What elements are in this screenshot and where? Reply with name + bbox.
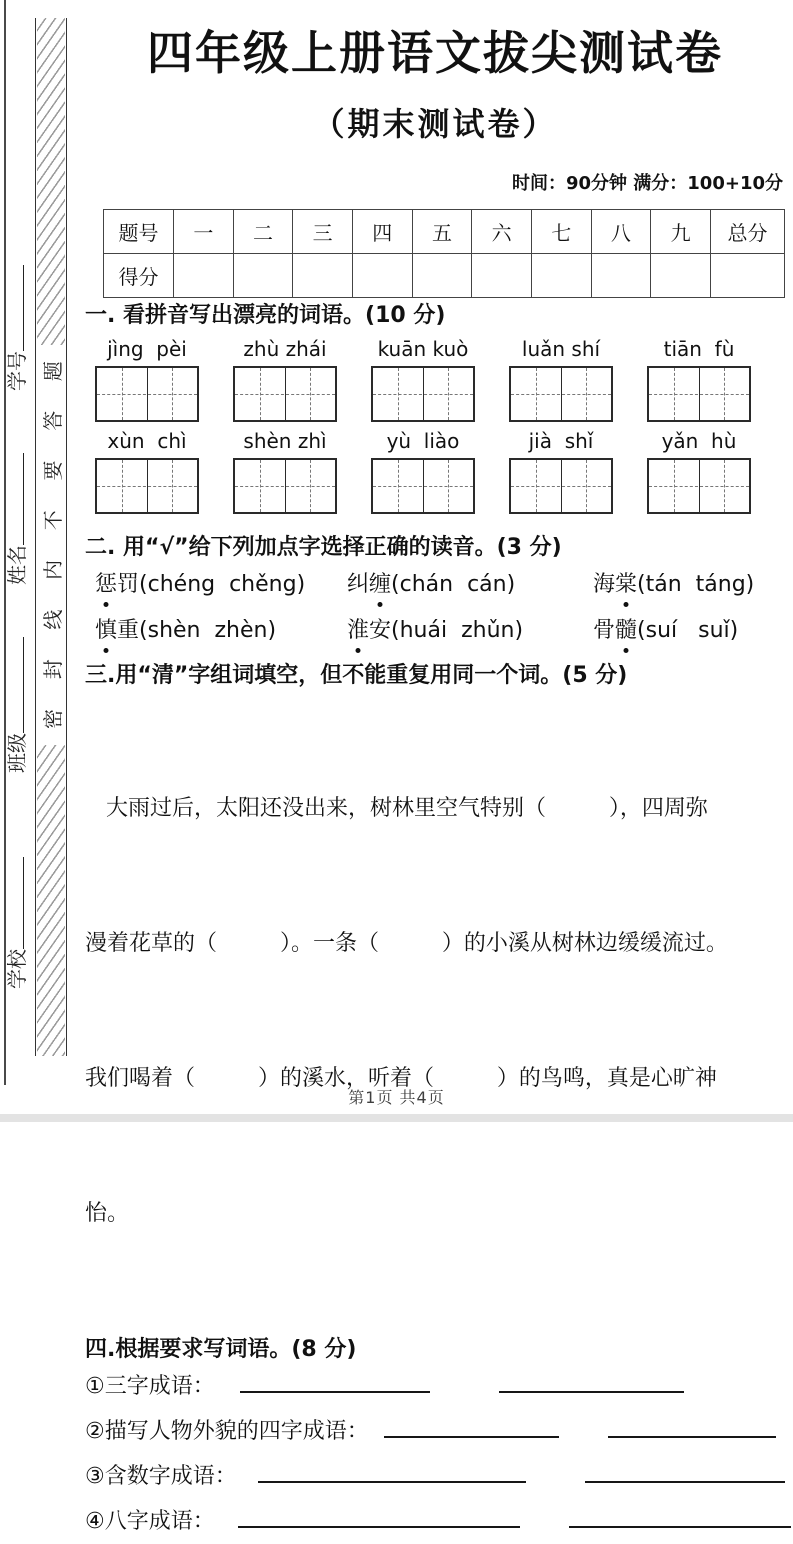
name-blank	[3, 453, 24, 545]
score-table-cell: 四	[352, 210, 412, 254]
pronunciation-item	[347, 616, 593, 646]
answer-blank	[240, 1371, 430, 1393]
pinyin-label: xùn chì	[107, 429, 187, 454]
score-empty-cell	[591, 254, 651, 298]
paper-title: 四年级上册语文拔尖测试卷	[147, 26, 723, 80]
seal-char: 不	[40, 510, 65, 531]
answer-blank	[499, 1371, 684, 1393]
pinyin-word	[371, 336, 475, 422]
pinyin-label: yǎn hù	[661, 429, 737, 454]
pinyin-word	[647, 336, 751, 422]
writing-box	[647, 458, 751, 514]
idiom-item-label: ④八字成语：	[85, 1509, 215, 1535]
pronunciation-item	[95, 570, 347, 600]
school-label: 学校	[5, 949, 29, 989]
pinyin-row-1	[95, 336, 785, 422]
student-info-strip	[1, 129, 33, 995]
dotted-character: 慎	[95, 616, 117, 646]
idiom-item-label: ①三字成语：	[85, 1374, 215, 1400]
pinyin-label: jià shǐ	[528, 429, 594, 454]
school-blank	[3, 857, 24, 949]
section-three-heading: 三.用“清”字组词填空，但不能重复用同一个词。(5 分)	[85, 663, 628, 689]
score-empty-cell	[174, 254, 234, 298]
name-label: 姓名	[5, 545, 29, 585]
class-blank	[3, 637, 24, 733]
pinyin-word	[509, 428, 613, 514]
score-label-cell: 得分	[104, 254, 174, 298]
student-number-label: 学号	[5, 351, 29, 391]
character: 骨	[593, 618, 616, 644]
score-table-cell: 一	[174, 210, 234, 254]
answer-blank	[258, 1461, 526, 1483]
seal-line-rule-left	[35, 18, 36, 1056]
paragraph-line: 大雨过后，太阳还没出来，树林里空气特别（ ），四周弥	[85, 796, 708, 822]
writing-box	[509, 458, 613, 514]
seal-hatch-top	[37, 18, 65, 345]
score-table-cell: 总分	[711, 210, 785, 254]
paragraph-line: 我们喝着（ ）的溪水，听着（ ）的鸟鸣，真是心旷神	[85, 1066, 717, 1092]
answer-blank	[384, 1416, 559, 1438]
score-table-cell: 题号	[104, 210, 174, 254]
pinyin-word	[371, 428, 475, 514]
pronunciation-item	[95, 616, 347, 646]
student-number-blank	[3, 265, 24, 351]
pronunciation-item	[347, 570, 593, 600]
page-footer: 第1页 共4页	[348, 1088, 445, 1107]
scan-bottom-edge	[0, 1114, 793, 1122]
pronunciation-items	[95, 570, 785, 646]
seal-char: 内	[40, 559, 65, 580]
section-one-heading: 一. 看拼音写出漂亮的词语。(10 分)	[85, 303, 446, 329]
pinyin-options: (shèn zhèn)	[139, 618, 277, 644]
score-empty-cell	[352, 254, 412, 298]
fill-in-paragraph	[85, 696, 785, 1326]
character: 重	[117, 618, 140, 644]
writing-box	[371, 458, 475, 514]
answer-blank	[238, 1506, 520, 1528]
score-table-cell: 七	[531, 210, 591, 254]
pinyin-word	[95, 428, 199, 514]
pronunciation-item	[593, 616, 785, 646]
score-empty-cell	[293, 254, 353, 298]
score-table-cell: 五	[412, 210, 472, 254]
idiom-item-3	[85, 1454, 785, 1499]
dotted-character: 髓	[615, 616, 637, 646]
score-empty-cell	[531, 254, 591, 298]
pinyin-word	[509, 336, 613, 422]
dotted-character: 缠	[369, 570, 391, 600]
answer-blank	[608, 1416, 776, 1438]
idiom-item-label: ②描写人物外貌的四字成语：	[85, 1419, 369, 1445]
seal-char: 要	[40, 460, 65, 481]
score-empty-cell	[412, 254, 472, 298]
pinyin-options: (chán cán)	[391, 572, 516, 598]
score-empty-cell	[651, 254, 711, 298]
writing-box	[95, 458, 199, 514]
section-four-heading: 四.根据要求写词语。(8 分)	[85, 1337, 357, 1363]
pinyin-row-2	[95, 428, 785, 514]
character: 纠	[347, 572, 370, 598]
pinyin-label: kuān kuò	[377, 337, 469, 362]
idiom-item-4	[85, 1499, 785, 1544]
idiom-item-1	[85, 1364, 785, 1409]
seal-char: 封	[40, 659, 65, 680]
writing-box	[509, 366, 613, 422]
pinyin-word	[233, 428, 337, 514]
idiom-item-2	[85, 1409, 785, 1454]
time-score-info: 时间：90分钟 满分：100+10分	[511, 173, 783, 195]
pinyin-options: (tán táng)	[637, 572, 755, 598]
answer-blank	[569, 1506, 791, 1528]
score-empty-cell	[711, 254, 785, 298]
seal-line-rule-right	[66, 18, 67, 1056]
score-table-cell: 三	[293, 210, 353, 254]
idiom-item-label: ③含数字成语：	[85, 1464, 237, 1490]
seal-char: 题	[40, 361, 65, 382]
section-two-heading: 二. 用“√”给下列加点字选择正确的读音。(3 分)	[85, 535, 562, 561]
score-table-cell: 二	[233, 210, 293, 254]
score-empty-cell	[472, 254, 532, 298]
score-table-header-row	[104, 210, 785, 254]
pinyin-word	[95, 336, 199, 422]
test-paper	[85, 0, 785, 1544]
pinyin-options: (suí suǐ)	[637, 618, 739, 644]
seal-char: 线	[40, 609, 65, 630]
character: 安	[369, 618, 392, 644]
pronunciation-item	[593, 570, 785, 600]
dotted-character: 惩	[95, 570, 117, 600]
writing-box	[233, 366, 337, 422]
dotted-character: 淮	[347, 616, 369, 646]
score-empty-cell	[233, 254, 293, 298]
class-label: 班级	[5, 733, 29, 773]
seal-line-text	[37, 345, 65, 745]
writing-box	[233, 458, 337, 514]
seal-char: 密	[40, 709, 65, 729]
paragraph-line: 漫着花草的（ ）。一条（ ）的小溪从树林边缓缓流过。	[85, 931, 728, 957]
score-table	[103, 209, 785, 298]
pinyin-label: jìng pèi	[107, 337, 187, 362]
pinyin-label: shèn zhì	[243, 429, 327, 454]
seal-char: 答	[40, 410, 65, 431]
character: 海	[593, 572, 616, 598]
dotted-character: 棠	[615, 570, 637, 600]
writing-box	[371, 366, 475, 422]
seal-hatch-bottom	[37, 745, 65, 1056]
score-table-score-row	[104, 254, 785, 298]
writing-box	[95, 366, 199, 422]
writing-box	[647, 366, 751, 422]
pinyin-word	[233, 336, 337, 422]
pinyin-label: zhù zhái	[243, 337, 327, 362]
pinyin-word	[647, 428, 751, 514]
pinyin-label: tiān fù	[663, 337, 735, 362]
pinyin-options: (huái zhǔn)	[391, 618, 524, 644]
pinyin-label: yù liào	[386, 429, 460, 454]
character: 罚	[117, 572, 140, 598]
pinyin-options: (chéng chěng)	[139, 572, 306, 598]
answer-blank	[585, 1461, 785, 1483]
score-table-cell: 九	[651, 210, 711, 254]
paper-subtitle: （期末测试卷）	[312, 105, 558, 144]
pinyin-label: luǎn shí	[521, 337, 601, 362]
paragraph-line: 怡。	[85, 1201, 130, 1227]
score-table-cell: 六	[472, 210, 532, 254]
score-table-cell: 八	[591, 210, 651, 254]
